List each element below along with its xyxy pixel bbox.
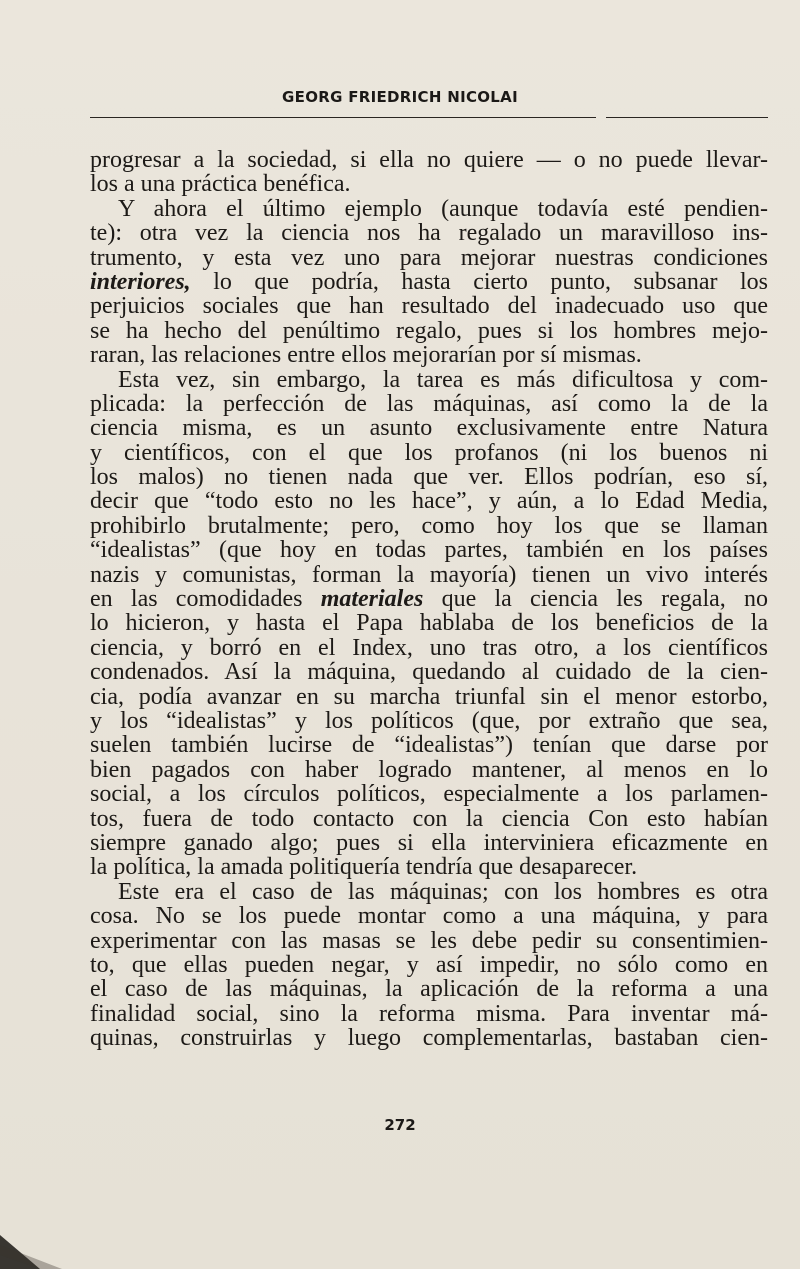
page-corner-shadow <box>0 1231 70 1269</box>
text-line: to, que ellas pueden negar, y así impedir, no sólo como en <box>90 952 768 978</box>
text-line: el caso de las máquinas, la aplicación de la reforma a una <box>90 977 768 1002</box>
page-number: 272 <box>384 1116 416 1134</box>
text-line: la política, la amada politiquería tendría que desaparecer. <box>90 855 638 880</box>
text-line: lo hicieron, y hasta el Papa hablaba de los beneficios de la <box>90 611 768 636</box>
text-line: y científicos, con el que los profanos (ni los buenos ni <box>90 440 768 466</box>
text-segment: lo que podría, hasta cierto punto, subsanar los <box>213 269 768 295</box>
text-line: experimentar con las masas se les debe pedir su consentimien- <box>90 928 768 953</box>
text-segment: que la ciencia les regala, no <box>441 587 768 612</box>
text-segment: en las comodidades <box>90 587 303 612</box>
body-text <box>90 148 768 1050</box>
text-line: bien pagados con haber logrado mantener, al menos en lo <box>90 757 768 783</box>
text-line: Esta vez, sin embargo, la tarea es más dificultosa y com- <box>118 367 768 392</box>
text-line: cia, podía avanzar en su marcha triunfal sin el menor estorbo, <box>90 684 768 709</box>
text-line: y los “idealistas” y los políticos (que, por extraño que sea, <box>90 708 768 734</box>
text-line: ciencia misma, es un asunto exclusivamente entre Natura <box>90 416 768 441</box>
text-line: nazis y comunistas, forman la mayoría) tienen un vivo interés <box>90 562 768 588</box>
text-line: quinas, construirlas y luego complementarlas, bastaban cien- <box>90 1026 768 1051</box>
text-line: tos, fuera de todo contacto con la ciencia Con esto habían <box>90 806 768 831</box>
text-line: finalidad social, sino la reforma misma. Para inventar má- <box>90 1001 768 1027</box>
running-head: GEORG FRIEDRICH NICOLAI <box>282 88 518 106</box>
header-rule-right <box>606 117 768 118</box>
text-line: suelen también lucirse de “idealistas”) tenían que darse por <box>90 733 768 758</box>
text-line: “idealistas” (que hoy en todas partes, también en los países <box>90 538 768 563</box>
text-line: Y ahora el último ejemplo (aunque todavía esté pendien- <box>118 196 768 222</box>
italic-word-interiores: interiores, <box>90 269 191 295</box>
text-line: plicada: la perfección de las máquinas, así como la de la <box>90 391 768 417</box>
text-line: cosa. No se los puede montar como a una máquina, y para <box>90 904 768 929</box>
text-line-with-italic <box>90 587 768 611</box>
text-line-with-italic <box>90 270 768 294</box>
text-line: Este era el caso de las máquinas; con los hombres es otra <box>118 879 768 905</box>
text-line: decir que “todo esto no les hace”, y aún, a lo Edad Media, <box>90 489 768 514</box>
text-line: ciencia, y borró en el Index, uno tras otro, a los científicos <box>90 635 768 661</box>
text-line: social, a los círculos políticos, especialmente a los parlamen- <box>90 782 768 807</box>
text-line: te): otra vez la ciencia nos ha regalado un maravilloso ins- <box>90 221 768 246</box>
text-line: raran, las relaciones entre ellos mejorarían por sí mismas. <box>90 343 642 368</box>
header-rule-left <box>90 117 596 118</box>
text-line: siempre ganado algo; pues si ella interviniera eficazmente en <box>90 830 768 856</box>
text-line: condenados. Así la máquina, quedando al cuidado de la cien- <box>90 660 768 685</box>
text-line: perjuicios sociales que han resultado del inadecuado uso que <box>90 294 768 319</box>
text-line: trumento, y esta vez uno para mejorar nuestras condiciones <box>90 245 768 270</box>
text-line: prohibirlo brutalmente; pero, como hoy los que se llaman <box>90 513 768 539</box>
italic-word-materiales: materiales <box>320 587 424 612</box>
text-line: los a una práctica benéfica. <box>90 172 351 197</box>
text-line: se ha hecho del penúltimo regalo, pues si los hombres mejo- <box>90 318 768 344</box>
text-line: progresar a la sociedad, si ella no quiere — o no puede llevar- <box>90 148 768 173</box>
text-line: los malos) no tienen nada que ver. Ellos podrían, eso sí, <box>90 465 768 490</box>
